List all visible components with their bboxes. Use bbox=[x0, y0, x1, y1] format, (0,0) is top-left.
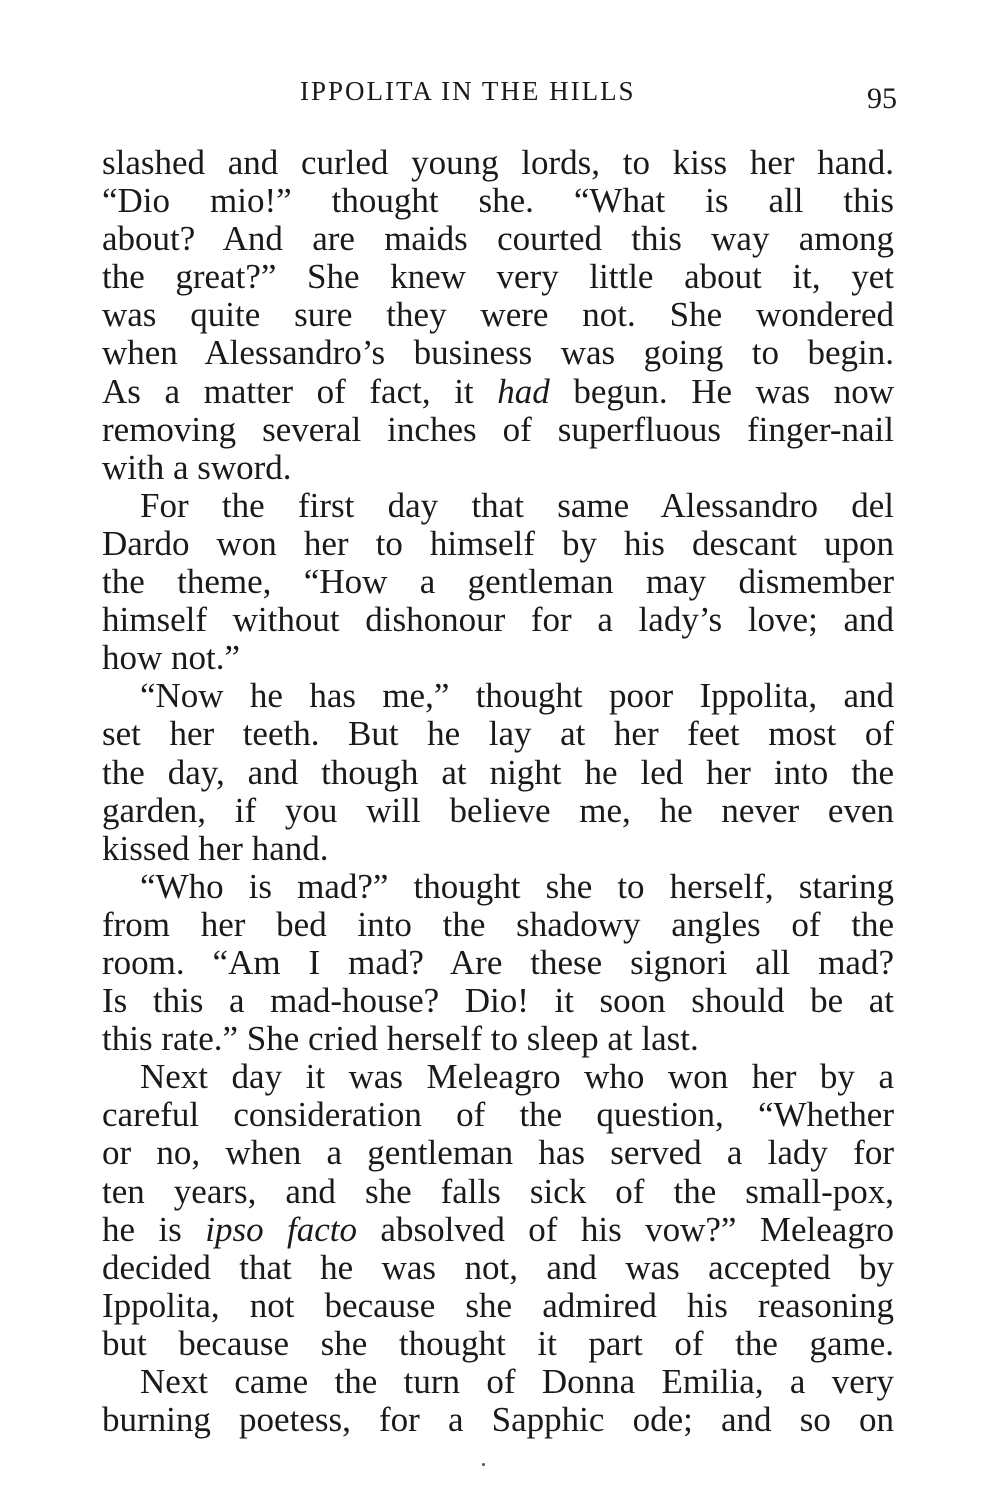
text-line: Next came the turn of Donna Emilia, a very bbox=[140, 1362, 894, 1401]
text-run: he is bbox=[102, 1209, 206, 1249]
text-line: careful consideration of the question, “Whether bbox=[102, 1095, 894, 1135]
text-line: garden, if you will believe me, he never even bbox=[102, 790, 894, 830]
text-line: Is this a mad-house? Dio! it soon should be at bbox=[102, 981, 894, 1021]
italic-text: ipso facto bbox=[205, 1209, 357, 1249]
text-line: the day, and though at night he led her into the bbox=[102, 752, 894, 792]
text-line: from her bed into the shadowy angles of the bbox=[102, 904, 894, 944]
text-line: removing several inches of superfluous finger-nail bbox=[102, 409, 894, 449]
text-run: absolved of his vow?” Meleagro bbox=[357, 1209, 894, 1249]
text-line: when Alessandro’s business was going to begin. bbox=[102, 333, 894, 373]
text-run: begun. He was now bbox=[549, 371, 894, 411]
text-line: about? And are maids courted this way among bbox=[102, 219, 894, 259]
text-line: the great?” She knew very little about it, yet bbox=[102, 257, 894, 297]
page-number: 95 bbox=[867, 82, 897, 115]
print-speck bbox=[482, 1463, 485, 1466]
text-line: Dardo won her to himself by his descant upon bbox=[102, 523, 894, 563]
text-line: “Now he has me,” thought poor Ippolita, and bbox=[140, 676, 894, 716]
text-line: slashed and curled young lords, to kiss her hand. bbox=[102, 143, 894, 182]
text-line: ten years, and she falls sick of the small-pox, bbox=[102, 1171, 894, 1211]
body-text bbox=[102, 144, 894, 1439]
text-run: As a matter of fact, it bbox=[102, 371, 498, 411]
text-line: decided that he was not, and was accepted by bbox=[102, 1247, 894, 1287]
text-line: “Who is mad?” thought she to herself, staring bbox=[140, 866, 894, 906]
text-line bbox=[102, 373, 894, 411]
text-line: For the first day that same Alessandro del bbox=[140, 485, 894, 525]
text-line: set her teeth. But he lay at her feet most of bbox=[102, 714, 894, 754]
text-line: kissed her hand. bbox=[102, 828, 329, 868]
text-line: how not.” bbox=[102, 638, 241, 678]
text-line: was quite sure they were not. She wondered bbox=[102, 295, 894, 335]
text-line bbox=[102, 1211, 894, 1249]
text-line: Ippolita, not because she admired his reasoning bbox=[102, 1285, 894, 1325]
text-line: room. “Am I mad? Are these signori all mad? bbox=[102, 942, 894, 982]
text-line: himself without dishonour for a lady’s love; and bbox=[102, 600, 894, 640]
text-line: Next day it was Meleagro who won her by a bbox=[140, 1057, 894, 1097]
running-head: IPPOLITA IN THE HILLS bbox=[300, 76, 636, 106]
text-line: burning poetess, for a Sapphic ode; and so on bbox=[102, 1400, 894, 1440]
text-line: with a sword. bbox=[102, 447, 292, 487]
text-line: but because she thought it part of the game. bbox=[102, 1323, 894, 1363]
text-line: “Dio mio!” thought she. “What is all this bbox=[102, 181, 894, 221]
text-line: the theme, “How a gentleman may dismember bbox=[102, 562, 894, 602]
text-line: this rate.” She cried herself to sleep at last. bbox=[102, 1019, 699, 1059]
text-line: or no, when a gentleman has served a lady for bbox=[102, 1133, 894, 1173]
italic-text: had bbox=[497, 371, 550, 411]
